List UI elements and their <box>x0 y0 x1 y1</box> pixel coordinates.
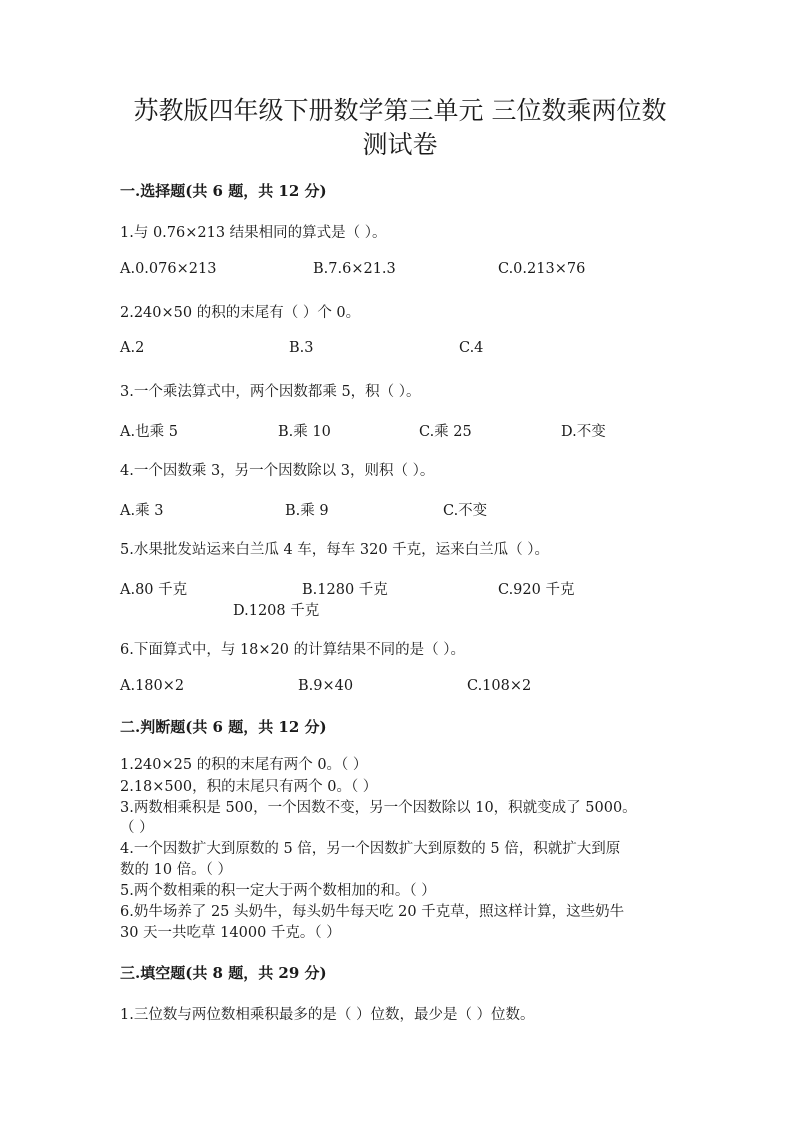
option-b: B.乘 9 <box>285 503 329 519</box>
option-a: A.乘 3 <box>120 503 164 519</box>
judgement-line: 3.两数相乘积是 500，一个因数不变，另一个因数除以 10，积就变成了 5000。 <box>120 800 637 816</box>
option-b: B.乘 10 <box>278 424 331 440</box>
option-a: A.2 <box>120 340 145 356</box>
exam-title-line1: 苏教版四年级下册数学第三单元 三位数乘两位数 <box>133 96 667 125</box>
question-stem: 1.与 0.76×213 结果相同的算式是（ ）。 <box>120 225 387 241</box>
question-stem: 3.一个乘法算式中，两个因数都乘 5，积（ ）。 <box>120 384 421 400</box>
option-b: B.7.6×21.3 <box>313 261 396 277</box>
exam-title-line2: 测试卷 <box>362 130 438 159</box>
judgement-line: 4.一个因数扩大到原数的 5 倍，另一个因数扩大到原数的 5 倍，积就扩大到原 <box>120 841 621 857</box>
option-c: C.108×2 <box>467 678 532 694</box>
question-stem: 2.240×50 的积的末尾有（ ）个 0。 <box>120 305 361 321</box>
option-a: A.80 千克 <box>120 582 188 598</box>
judgement-line: （ ） <box>120 820 154 836</box>
judgement-line: 2.18×500，积的末尾只有两个 0。（ ） <box>120 779 378 795</box>
judgement-line: 6.奶牛场养了 25 头奶牛，每头奶牛每天吃 20 千克草，照这样计算，这些奶牛 <box>120 904 625 920</box>
option-b: B.9×40 <box>298 678 354 694</box>
option-c: C.4 <box>459 340 484 356</box>
question-stem: 4.一个因数乘 3，另一个因数除以 3，则积（ ）。 <box>120 463 435 479</box>
question-stem: 1.三位数与两位数相乘积最多的是（ ）位数，最少是（ ）位数。 <box>120 1007 535 1023</box>
option-c: C.0.213×76 <box>498 261 586 277</box>
option-a: A.0.076×213 <box>120 261 217 277</box>
option-a: A.也乘 5 <box>120 424 178 440</box>
option-d: D.1208 千克 <box>233 603 320 619</box>
section-heading-judgement: 二.判断题(共 6 题，共 12 分) <box>120 718 327 736</box>
judgement-line: 1.240×25 的积的末尾有两个 0。（ ） <box>120 757 368 773</box>
option-c: C.不变 <box>443 503 488 519</box>
section-heading-fill-blank: 三.填空题(共 8 题，共 29 分) <box>120 964 327 982</box>
option-c: C.920 千克 <box>498 582 575 598</box>
judgement-line: 30 天一共吃草 14000 千克。（ ） <box>120 925 341 941</box>
option-a: A.180×2 <box>120 678 185 694</box>
judgement-line: 数的 10 倍。（ ） <box>120 862 233 878</box>
section-heading-choice: 一.选择题(共 6 题，共 12 分) <box>120 182 327 200</box>
question-stem: 6.下面算式中，与 18×20 的计算结果不同的是（ ）。 <box>120 642 465 658</box>
option-b: B.1280 千克 <box>302 582 388 598</box>
option-c: C.乘 25 <box>419 424 472 440</box>
option-b: B.3 <box>289 340 314 356</box>
question-stem: 5.水果批发站运来白兰瓜 4 车，每车 320 千克，运来白兰瓜（ ）。 <box>120 542 550 558</box>
judgement-line: 5.两个数相乘的积一定大于两个数相加的和。（ ） <box>120 883 436 899</box>
option-d: D.不变 <box>561 424 606 440</box>
